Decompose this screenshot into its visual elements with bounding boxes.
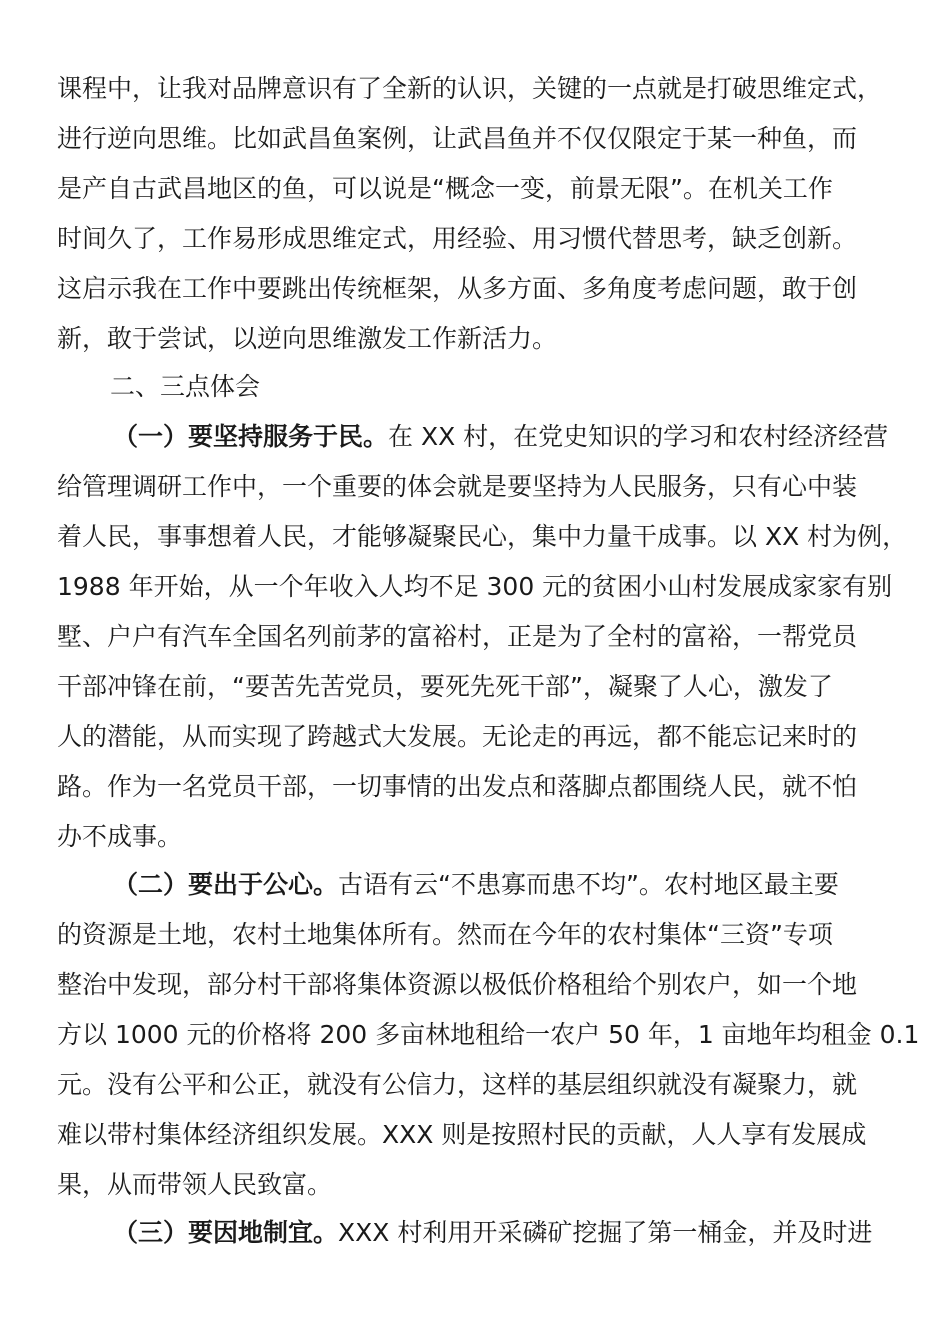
text-line: 时间久了，工作易形成思维定式，用经验、用习惯代替思考，缺乏创新。 (57, 224, 858, 253)
subsection-title: （三）要因地制宜。 (113, 1218, 339, 1247)
text-line: 1988 年开始，从一个年收入人均不足 300 元的贫困小山村发展成家家有别 (57, 572, 893, 601)
section-heading: 二、三点体会 (110, 372, 261, 401)
subsection-title: （二）要出于公心。 (113, 870, 339, 899)
text-line: 难以带村集体经济组织发展。XXX 则是按照村民的贡献，人人享有发展成 (57, 1120, 867, 1149)
text-line: 新，敢于尝试，以逆向思维激发工作新活力。 (57, 324, 558, 353)
subsection-paragraph-start: （二）要出于公心。古语有云“不患寡而患不均”。农村地区最主要 (113, 870, 839, 899)
text-line: 元。没有公平和公正，就没有公信力，这样的基层组织就没有凝聚力，就 (57, 1070, 858, 1099)
text-line: 干部冲锋在前，“要苦先苦党员，要死先死干部”，凝聚了人心，激发了 (57, 672, 833, 701)
text-line: 办不成事。 (57, 822, 183, 851)
text-line: 这启示我在工作中要跳出传统框架，从多方面、多角度考虑问题，敢于创 (57, 274, 858, 303)
subsection-paragraph-start: （一）要坚持服务于民。在 XX 村，在党史知识的学习和农村经济经营 (113, 422, 889, 451)
text-line: 着人民，事事想着人民，才能够凝聚民心，集中力量干成事。以 XX 村为例， (57, 522, 908, 551)
text-line: 路。作为一名党员干部，一切事情的出发点和落脚点都围绕人民，就不怕 (57, 772, 858, 801)
text-line: 进行逆向思维。比如武昌鱼案例，让武昌鱼并不仅仅限定于某一种鱼，而 (57, 124, 858, 153)
text-line: 整治中发现，部分村干部将集体资源以极低价格租给个别农户，如一个地 (57, 970, 858, 999)
text-line: 的资源是土地，农村土地集体所有。然而在今年的农村集体“三资”专项 (57, 920, 833, 949)
text-line: 墅、户户有汽车全国名列前茅的富裕村，正是为了全村的富裕，一帮党员 (57, 622, 858, 651)
text-line: 人的潜能，从而实现了跨越式大发展。无论走的再远，都不能忘记来时的 (57, 722, 858, 751)
text-line: 给管理调研工作中，一个重要的体会就是要坚持为人民服务，只有心中装 (57, 472, 858, 501)
subsection-paragraph-start: （三）要因地制宜。XXX 村利用开采磷矿挖掘了第一桶金，并及时进 (113, 1218, 873, 1247)
text-line: 果，从而带领人民致富。 (57, 1170, 333, 1199)
subsection-title: （一）要坚持服务于民。 (113, 422, 389, 451)
text-line: 是产自古武昌地区的鱼，可以说是“概念一变，前景无限”。在机关工作 (57, 174, 833, 203)
text-line: 课程中，让我对品牌意识有了全新的认识，关键的一点就是打破思维定式， (57, 74, 883, 103)
text-line: 方以 1000 元的价格将 200 多亩林地租给一农户 50 年，1 亩地年均租金 0.1 (57, 1020, 920, 1049)
